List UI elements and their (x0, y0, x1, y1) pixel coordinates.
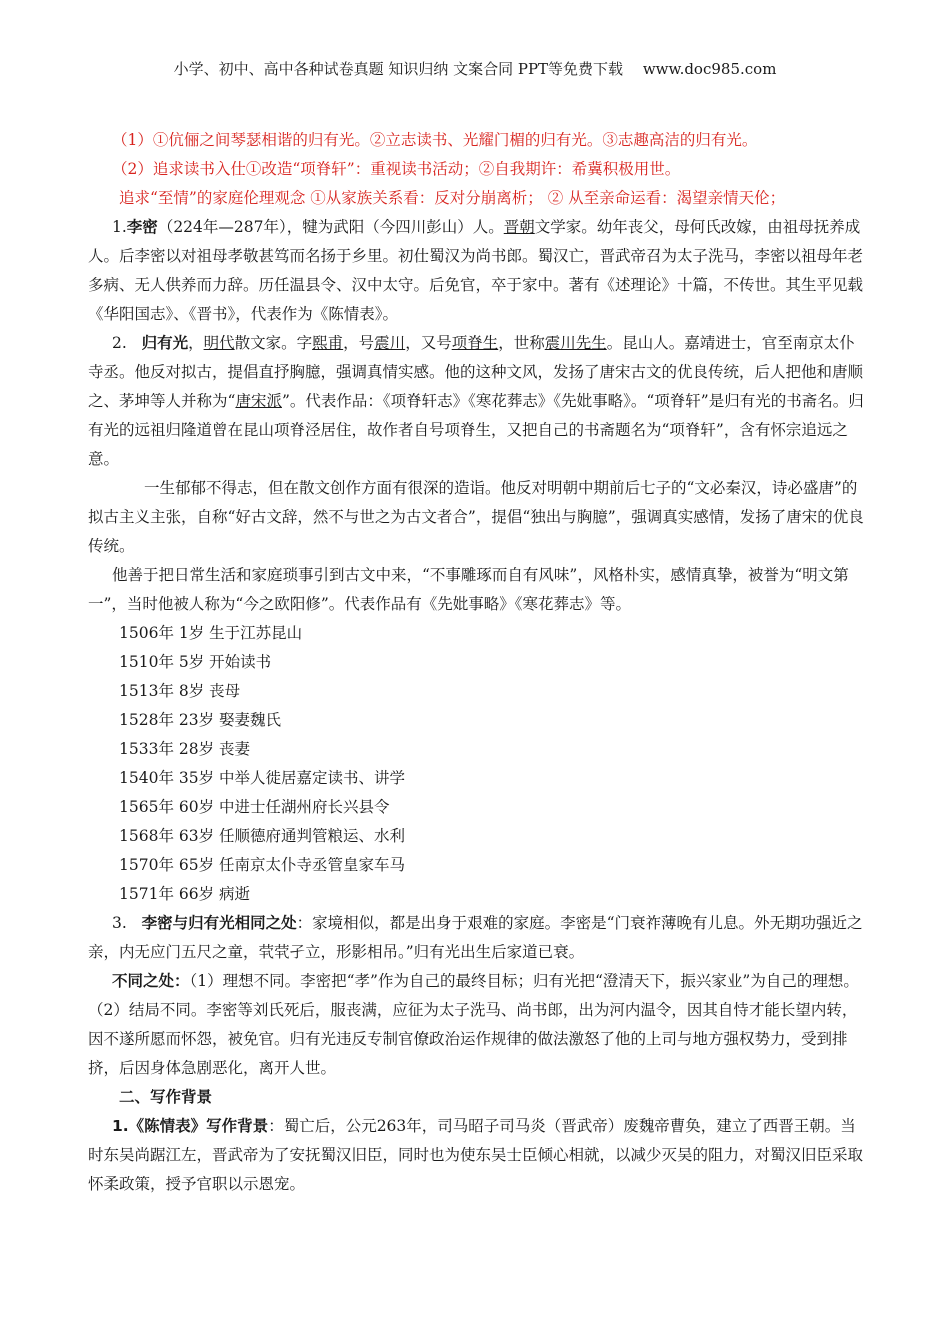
page-header: 小学、初中、高中各种试卷真题 知识归纳 文案合同 PPT等免费下载 www.doc985.com (173, 60, 777, 78)
similarity-label: 李密与归有光相同之处 (141, 914, 297, 932)
text: ，世称 (498, 334, 545, 352)
text: ，号 (343, 334, 375, 352)
red-point-2: （2）追求读书入仕①改造“项脊轩”：重视读书活动；②自我期许：希冀积极用世。 (112, 160, 681, 178)
red-point-1: （1）①伉俪之间琴瑟相谐的归有光。②立志读书、光耀门楣的归有光。③志趣高洁的归有光。 (112, 131, 758, 149)
text: 散文家。字 (234, 334, 313, 352)
timeline-item: 1510年 5岁 开始读书 (119, 653, 272, 671)
text: ，又号 (405, 334, 452, 352)
paragraph-career: 一生郁郁不得志，但在散文创作方面有很深的造诣。他反对明朝中期前后七子的“文必秦汉，诗必盛唐”的拟古主义主张，自称“好古文辞，然不与世之为古文者合”，提倡“独出与胸臆”，强调真实感情，发扬了唐宋的优良传统。 (88, 479, 864, 555)
paragraph-limi (88, 213, 864, 329)
timeline-item: 1570年 65岁 任南京太仆寺丞管皇家车马 (119, 856, 406, 874)
difference-label: 不同之处： (112, 972, 190, 990)
item-number: 3. (112, 914, 127, 932)
text: ：蜀亡后，公元263年，司马昭子司马炎（晋武帝）废魏帝曹奂，建立了西晋王朝。当时东吴尚踞江左，晋武帝为了安抚蜀汉旧臣，同时也为使东吴士臣倾心相就，以减少灭吴的阻力，对蜀汉旧臣采取怀柔政策，授予官职以示恩宠。 (88, 1117, 864, 1193)
link-courtesy-name[interactable]: 熙甫 (312, 334, 344, 352)
paragraph-background (88, 1112, 864, 1199)
background-label: 1.《陈情表》写作背景 (112, 1117, 269, 1135)
link-ming-dynasty[interactable]: 明代 (203, 334, 235, 352)
section-heading: 二、写作背景 (119, 1088, 213, 1106)
document-body (88, 126, 864, 1199)
person-name: 李密 (126, 218, 158, 236)
timeline (88, 619, 864, 909)
timeline-item: 1540年 35岁 中举人徙居嘉定读书、讲学 (119, 769, 406, 787)
text: （1）理想不同。李密把“孝”作为自己的最终目标；归有光把“澄清天下，振兴家业”为自己的理想。（2）结局不同。李密等刘氏死后，服丧满，应征为太子洗马、尚书郎，出为河内温令，因其自恃才能长望内转，因不遂所愿而怀怨，被免官。归有光违反专制官僚政治运作规律的做法激怒了他的上司与地方强权势力，受到排挤，后因身体急剧恶化，离开人世。 (88, 972, 859, 1077)
person-name: 归有光 (141, 334, 189, 352)
timeline-item: 1506年 1岁 生于江苏昆山 (119, 624, 303, 642)
text: 文学家。幼年丧父，母何氏改嫁，由祖母抚养成人。后李密以对祖母孝敬甚笃而名扬于乡里。初仕蜀汉为尚书郎。蜀汉亡，晋武帝召为太子洗马，李密以祖母年老多病、无人供养而力辞。历任温县令、汉中太守。后免官，卒于家中。著有《述理论》十篇，不传世。其生平见载《华阳国志》、《晋书》，代表作为《陈情表》。 (88, 218, 864, 323)
timeline-item: 1571年 66岁 病逝 (119, 885, 251, 903)
timeline-item: 1528年 23岁 娶妻魏氏 (119, 711, 282, 729)
paragraph-similarity (88, 909, 864, 967)
link-art-name-2[interactable]: 项脊生 (451, 334, 499, 352)
text: ， (188, 334, 204, 352)
paragraph-style: 他善于把日常生活和家庭琐事引到古文中来，“不事雕琢而自有风味”，风格朴实，感情真挚，被誉为“明文第一”，当时他被人称为“今之欧阳修”。代表作品有《先妣事略》《寒花葬志》等。 (88, 566, 849, 613)
text: ”。代表作品：《项脊轩志》《寒花葬志》《先妣事略》。“项脊轩”是归有光的书斋名。归有光的远祖归隆道曾在昆山项脊泾居住，故作者自号项脊生，又把自己的书斋题名为“项脊轩”，含有怀宗追远之意。 (88, 392, 864, 468)
link-tang-song-school[interactable]: 唐宋派 (235, 392, 282, 410)
text: ：家境相似，都是出身于艰难的家庭。李密是“门衰祚薄晚有儿息。外无期功强近之亲，内无应门五尺之童，茕茕孑立，形影相吊。”归有光出生后家道已衰。 (88, 914, 863, 961)
timeline-item: 1513年 8岁 丧母 (119, 682, 241, 700)
paragraph-guiyouguang (88, 329, 864, 474)
timeline-item: 1568年 63岁 任顺德府通判管粮运、水利 (119, 827, 406, 845)
link-jin-dynasty[interactable]: 晋朝 (503, 218, 535, 236)
item-number: 1. (112, 218, 127, 236)
paragraph-difference (88, 967, 864, 1083)
link-art-name[interactable]: 震川 (374, 334, 406, 352)
text: 。昆山人。嘉靖进士，官至南京太仆寺丞。他反对拟古，提倡直抒胸臆，强调真情实感。他的这种文风，发扬了唐宋古文的优良传统，后人把他和唐顺之、茅坤等人并称为“ (88, 334, 864, 410)
text: （224年—287年），犍为武阳（今四川彭山）人。 (157, 218, 504, 236)
link-title[interactable]: 震川先生 (544, 334, 607, 352)
item-number: 2. (112, 334, 127, 352)
timeline-item: 1565年 60岁 中进士任湖州府长兴县令 (119, 798, 390, 816)
timeline-item: 1533年 28岁 丧妻 (119, 740, 251, 758)
red-point-3: 追求“至情”的家庭伦理观念 ①从家族关系看：反对分崩离析； ② 从至亲命运看：渴望亲情天伦； (119, 189, 786, 207)
